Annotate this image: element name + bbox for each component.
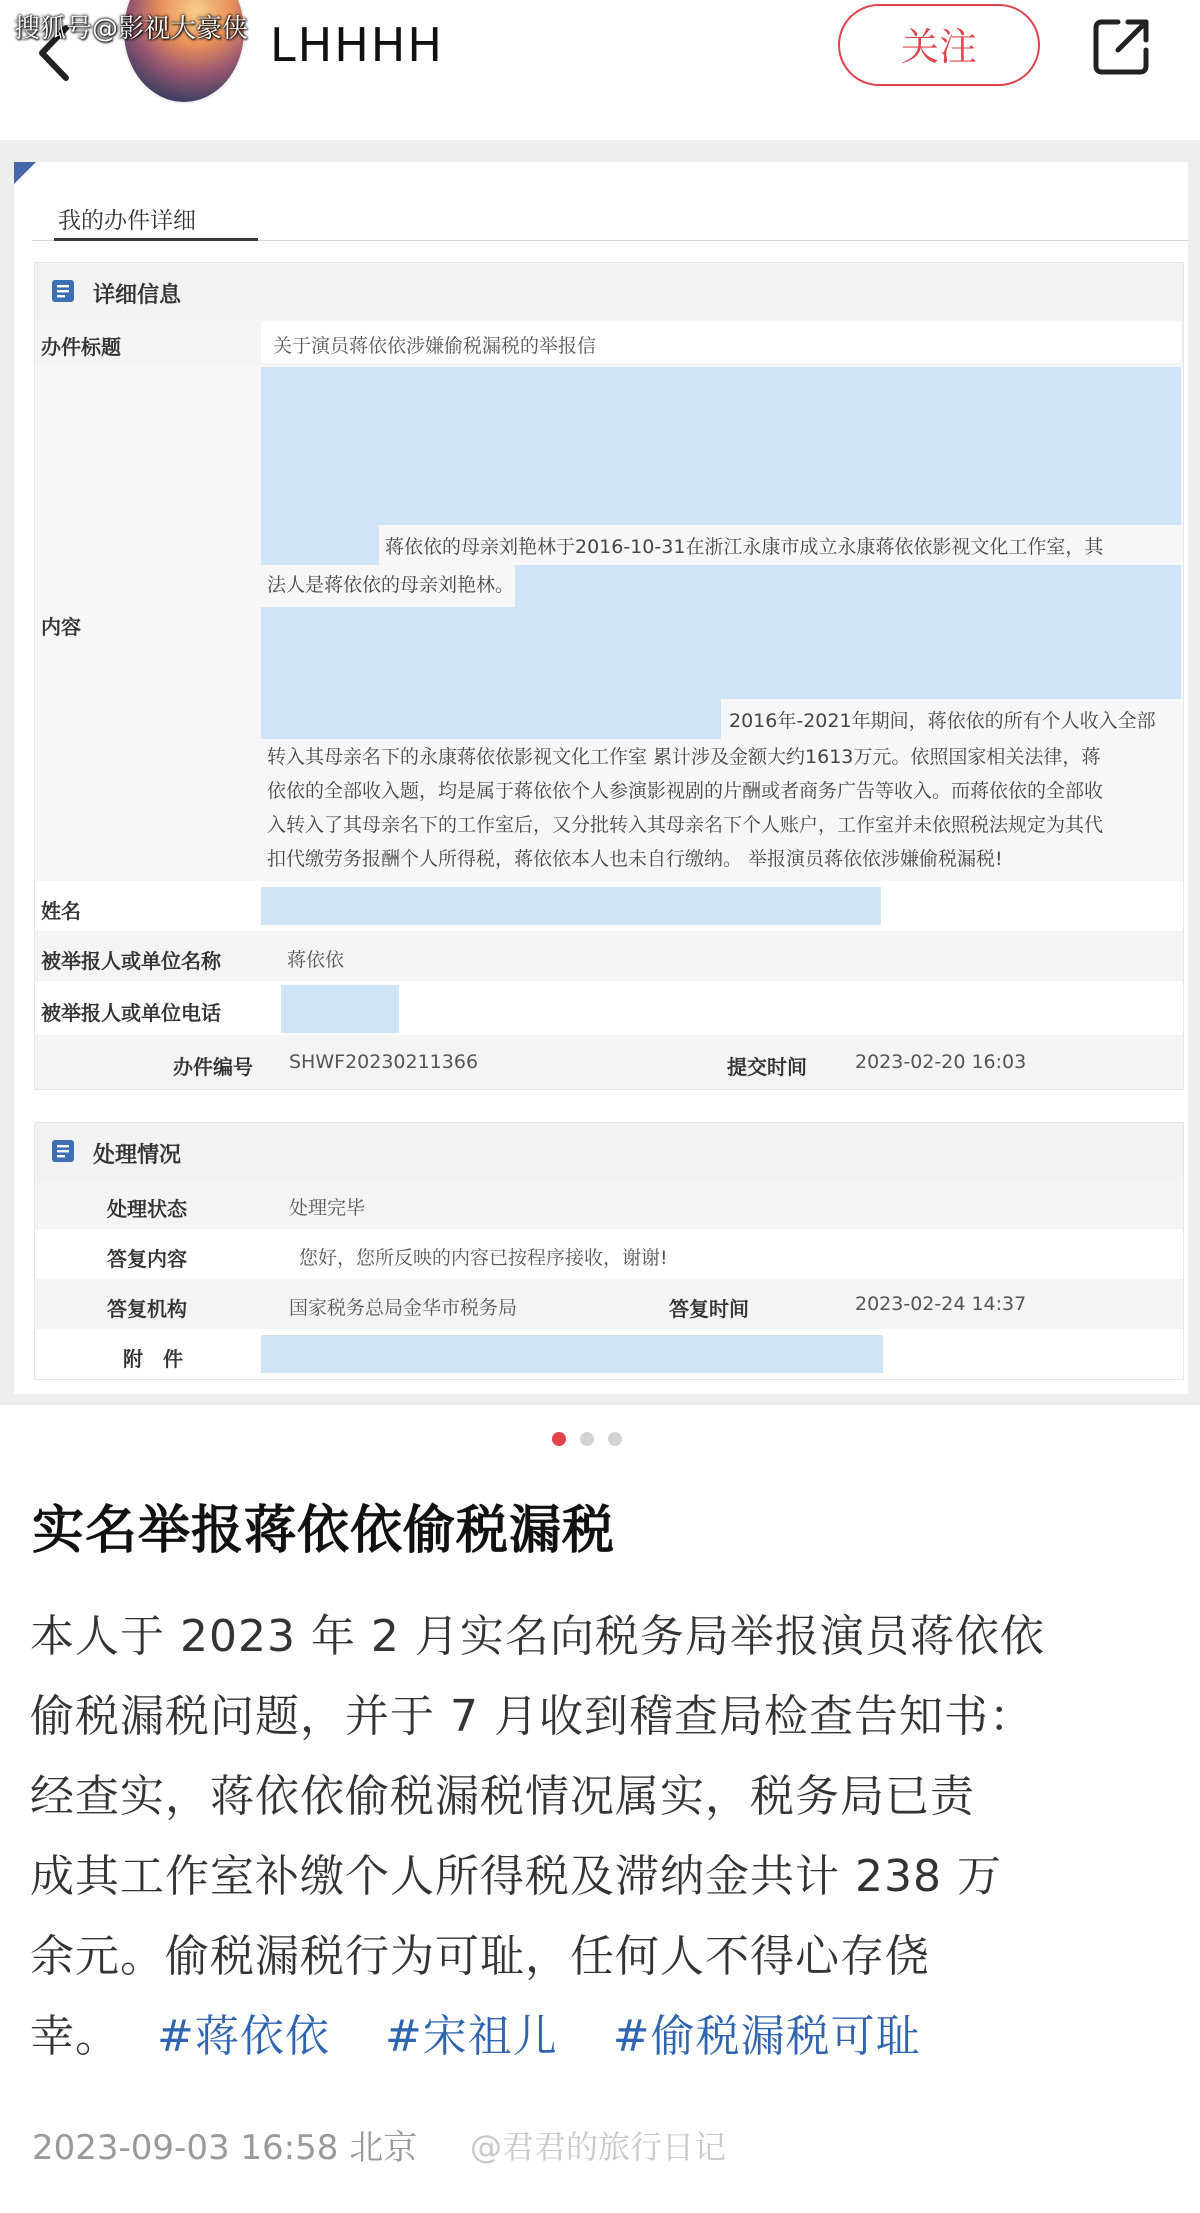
reported-name-label: 被举报人或单位名称 [41, 949, 221, 973]
redacted-block [515, 565, 1181, 607]
post-timestamp-location: 2023-09-03 16:58 北京 [32, 2128, 418, 2168]
redacted-block [261, 367, 1181, 525]
process-section-title: 处理情况 [93, 1143, 182, 1168]
redacted-name [261, 887, 881, 925]
page-title: 我的办件详细 [58, 208, 196, 234]
post-text-line: 余元。偷税漏税行为可耻，任何人不得心存侥 [30, 1931, 930, 1982]
post-text-line: 偷税漏税问题，并于 7 月收到稽查局检查告知书： [30, 1691, 1034, 1742]
redacted-block [261, 525, 379, 565]
submit-time-label: 提交时间 [727, 1055, 807, 1079]
reply-label: 答复内容 [107, 1247, 187, 1271]
name-label: 姓名 [41, 899, 81, 923]
content-line: 转入其母亲名下的永康蒋依依影视文化工作室 累计涉及金额大约1613万元。依照国家相关法律，蒋 [267, 746, 1101, 768]
hashtag-link[interactable]: #蒋依依 [157, 2011, 330, 2062]
redacted-block [261, 699, 721, 739]
screenshot-image[interactable] [0, 140, 1200, 1405]
reply-org-label: 答复机构 [107, 1297, 187, 1321]
post-text-line: 经查实，蒋依依偷税漏税情况属实，税务局已责 [30, 1771, 975, 1822]
follow-button[interactable]: 关注 [838, 4, 1040, 86]
status-value: 处理完毕 [289, 1197, 366, 1219]
status-label: 处理状态 [107, 1197, 187, 1221]
redacted-attachment [261, 1335, 883, 1373]
process-info-icon [51, 1139, 75, 1163]
corner-marker [14, 162, 36, 184]
title-underline [54, 238, 258, 241]
reply-org-value: 国家税务总局金华市税务局 [289, 1297, 518, 1319]
case-number-value: SHWF20230211366 [289, 1051, 479, 1073]
reported-name-value: 蒋依依 [287, 949, 345, 971]
detail-section-title: 详细信息 [93, 283, 182, 308]
reply-value: 您好，您所反映的内容已按程序接收，谢谢! [299, 1247, 668, 1269]
post-title: 实名举报蒋依依偷税漏税 [32, 1501, 616, 1561]
subject-label: 办件标题 [41, 335, 121, 359]
share-icon[interactable] [1088, 14, 1154, 80]
subject-value: 关于演员蒋依依涉嫌偷税漏税的举报信 [273, 335, 597, 357]
case-detail-page [14, 162, 1188, 1394]
carousel-dot-1[interactable] [552, 1432, 566, 1446]
reply-time-value: 2023-02-24 14:37 [855, 1293, 1027, 1315]
reply-time-label: 答复时间 [669, 1297, 749, 1321]
hashtag-link[interactable]: #宋祖儿 [384, 2011, 558, 2062]
weibo-watermark: @君君的旅行日记 [470, 2128, 727, 2166]
content-label: 内容 [41, 615, 81, 639]
content-line: 入转入了其母亲名下的工作室后，又分批转入其母亲名下个人账户，工作室并未依照税法规定为其代 [267, 814, 1104, 836]
case-number-label: 办件编号 [173, 1055, 253, 1079]
post-text-line: 幸。 [30, 2011, 120, 2062]
carousel-dot-2[interactable] [580, 1432, 594, 1446]
detail-section-header [35, 263, 1183, 319]
row-background [35, 1179, 1183, 1229]
post-text-line: 成其工作室补缴个人所得税及滞纳金共计 238 万 [30, 1851, 1002, 1902]
post-text-line: 本人于 2023 年 2 月实名向税务局举报演员蒋依依 [30, 1611, 1045, 1662]
content-line: 依依的全部收入题，均是属于蒋依依个人参演影视剧的片酬或者商务广告等收入。而蒋依依的全部收 [267, 780, 1104, 802]
reported-phone-label: 被举报人或单位电话 [41, 1001, 221, 1025]
content-line: 蒋依依的母亲刘艳林于2016-10-31在浙江永康市成立永康蒋依依影视文化工作室，其 [385, 536, 1104, 558]
content-line: 2016年-2021年期间，蒋依依的所有个人收入全部 [729, 710, 1156, 732]
username[interactable]: LHHHH [270, 18, 444, 72]
redacted-block [261, 607, 1181, 699]
content-line: 扣代缴劳务报酬个人所得税，蒋依依本人也未自行缴纳。 举报演员蒋依依涉嫌偷税漏税! [267, 848, 1003, 870]
submit-time-value: 2023-02-20 16:03 [855, 1051, 1027, 1073]
process-section [34, 1122, 1184, 1380]
content-line: 法人是蒋依依的母亲刘艳林。 [267, 574, 515, 596]
process-section-header [35, 1123, 1183, 1179]
detail-info-icon [51, 279, 75, 303]
carousel-dot-3[interactable] [608, 1432, 622, 1446]
redacted-phone [281, 985, 399, 1033]
source-watermark: 搜狐号@影视大豪侠 [14, 14, 249, 44]
hashtag-link[interactable]: #偷税漏税可耻 [612, 2011, 921, 2062]
attachment-label: 附 件 [123, 1347, 183, 1371]
detail-section [34, 262, 1184, 1090]
post-text-last-line [30, 2000, 921, 2064]
